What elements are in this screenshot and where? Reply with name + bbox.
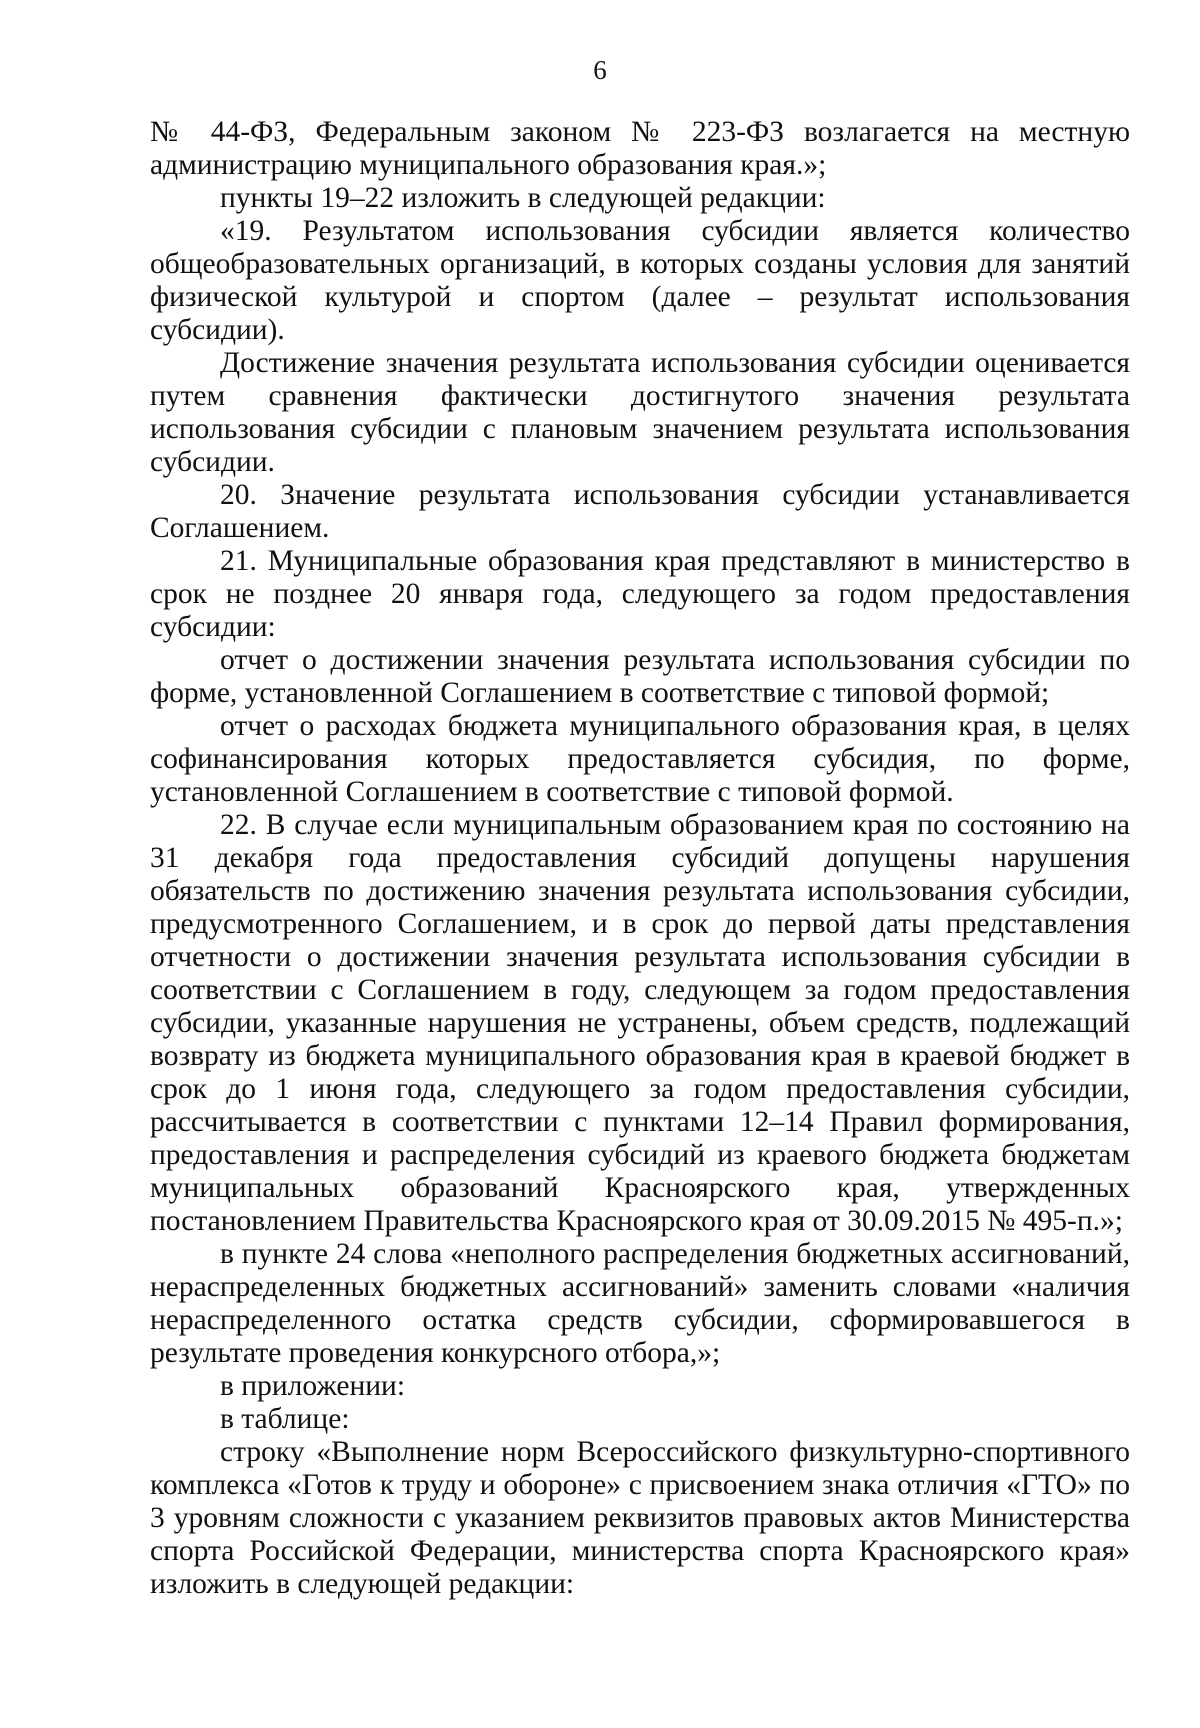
- page-number: 6: [593, 55, 607, 85]
- paragraph-continuation: № 44-ФЗ, Федеральным законом № 223-ФЗ возлагается на местную администрацию муниципального образования края.»;: [150, 116, 1130, 181]
- paragraph-appendix: в приложении:: [220, 1370, 406, 1402]
- paragraph-item-24: в пункте 24 слова «неполного распределения бюджетных ассигнований, нераспределенных бюджетных ассигнований» заменить словами «наличия нераспределенного остатка средств субсидии, сформировавшегося в результате проведения конкурсного отбора,»;: [150, 1238, 1130, 1369]
- paragraph-row-gto: строку «Выполнение норм Всероссийского физкультурно-спортивного комплекса «Готов к труду и обороне» с присвоением знака отличия «ГТО» по 3 уровням сложности с указанием реквизитов правовых актов Министерства спорта Российской Федерации, министерства спорта Красноярского края» изложить в следующей редакции:: [150, 1436, 1130, 1600]
- paragraph-item-21: 21. Муниципальные образования края представляют в министерство в срок не позднее 20 января года, следующего за годом предоставления субсидии:: [150, 545, 1130, 643]
- paragraph-report-expenses: отчет о расходах бюджета муниципального образования края, в целях софинансирования которых предоставляется субсидия, по форме, установленной Соглашением в соответствие с типовой формой.: [150, 710, 1130, 808]
- paragraph-item-19: «19. Результатом использования субсидии является количество общеобразовательных организаций, в которых созданы условия для занятий физической культурой и спортом (далее – результат использования субсидии).: [150, 215, 1130, 346]
- paragraph-achievement: Достижение значения результата использования субсидии оценивается путем сравнения фактически достигнутого значения результата использования субсидии с плановым значением результата использования субсидии.: [150, 347, 1130, 478]
- paragraph-report-result: отчет о достижении значения результата использования субсидии по форме, установленной Соглашением в соответствие с типовой формой;: [150, 644, 1130, 709]
- document-body: [150, 116, 1130, 1601]
- paragraph-item-22: 22. В случае если муниципальным образованием края по состоянию на 31 декабря года предоставления субсидий допущены нарушения обязательств по достижению значения результата использования субсидии, предусмотренного Соглашением, и в срок до первой даты представления отчетности о достижении значения результата использования субсидии в соответствии с Соглашением в году, следующем за годом предоставления субсидии, указанные нарушения не устранены, объем средств, подлежащий возврату из бюджета муниципального образования края в краевой бюджет в срок до 1 июня года, следующего за годом предоставления субсидии, рассчитывается в соответствии с пунктами 12–14 Правил формирования, предоставления и распределения субсидий из краевого бюджета бюджетам муниципальных образований Красноярского края, утвержденных постановлением Правительства Красноярского края от 30.09.2015 № 495-п.»;: [150, 809, 1130, 1237]
- paragraph-amendment-intro: пункты 19–22 изложить в следующей редакции:: [220, 182, 826, 214]
- paragraph-table: в таблице:: [220, 1403, 350, 1435]
- paragraph-item-20: 20. Значение результата использования субсидии устанавливается Соглашением.: [150, 479, 1130, 544]
